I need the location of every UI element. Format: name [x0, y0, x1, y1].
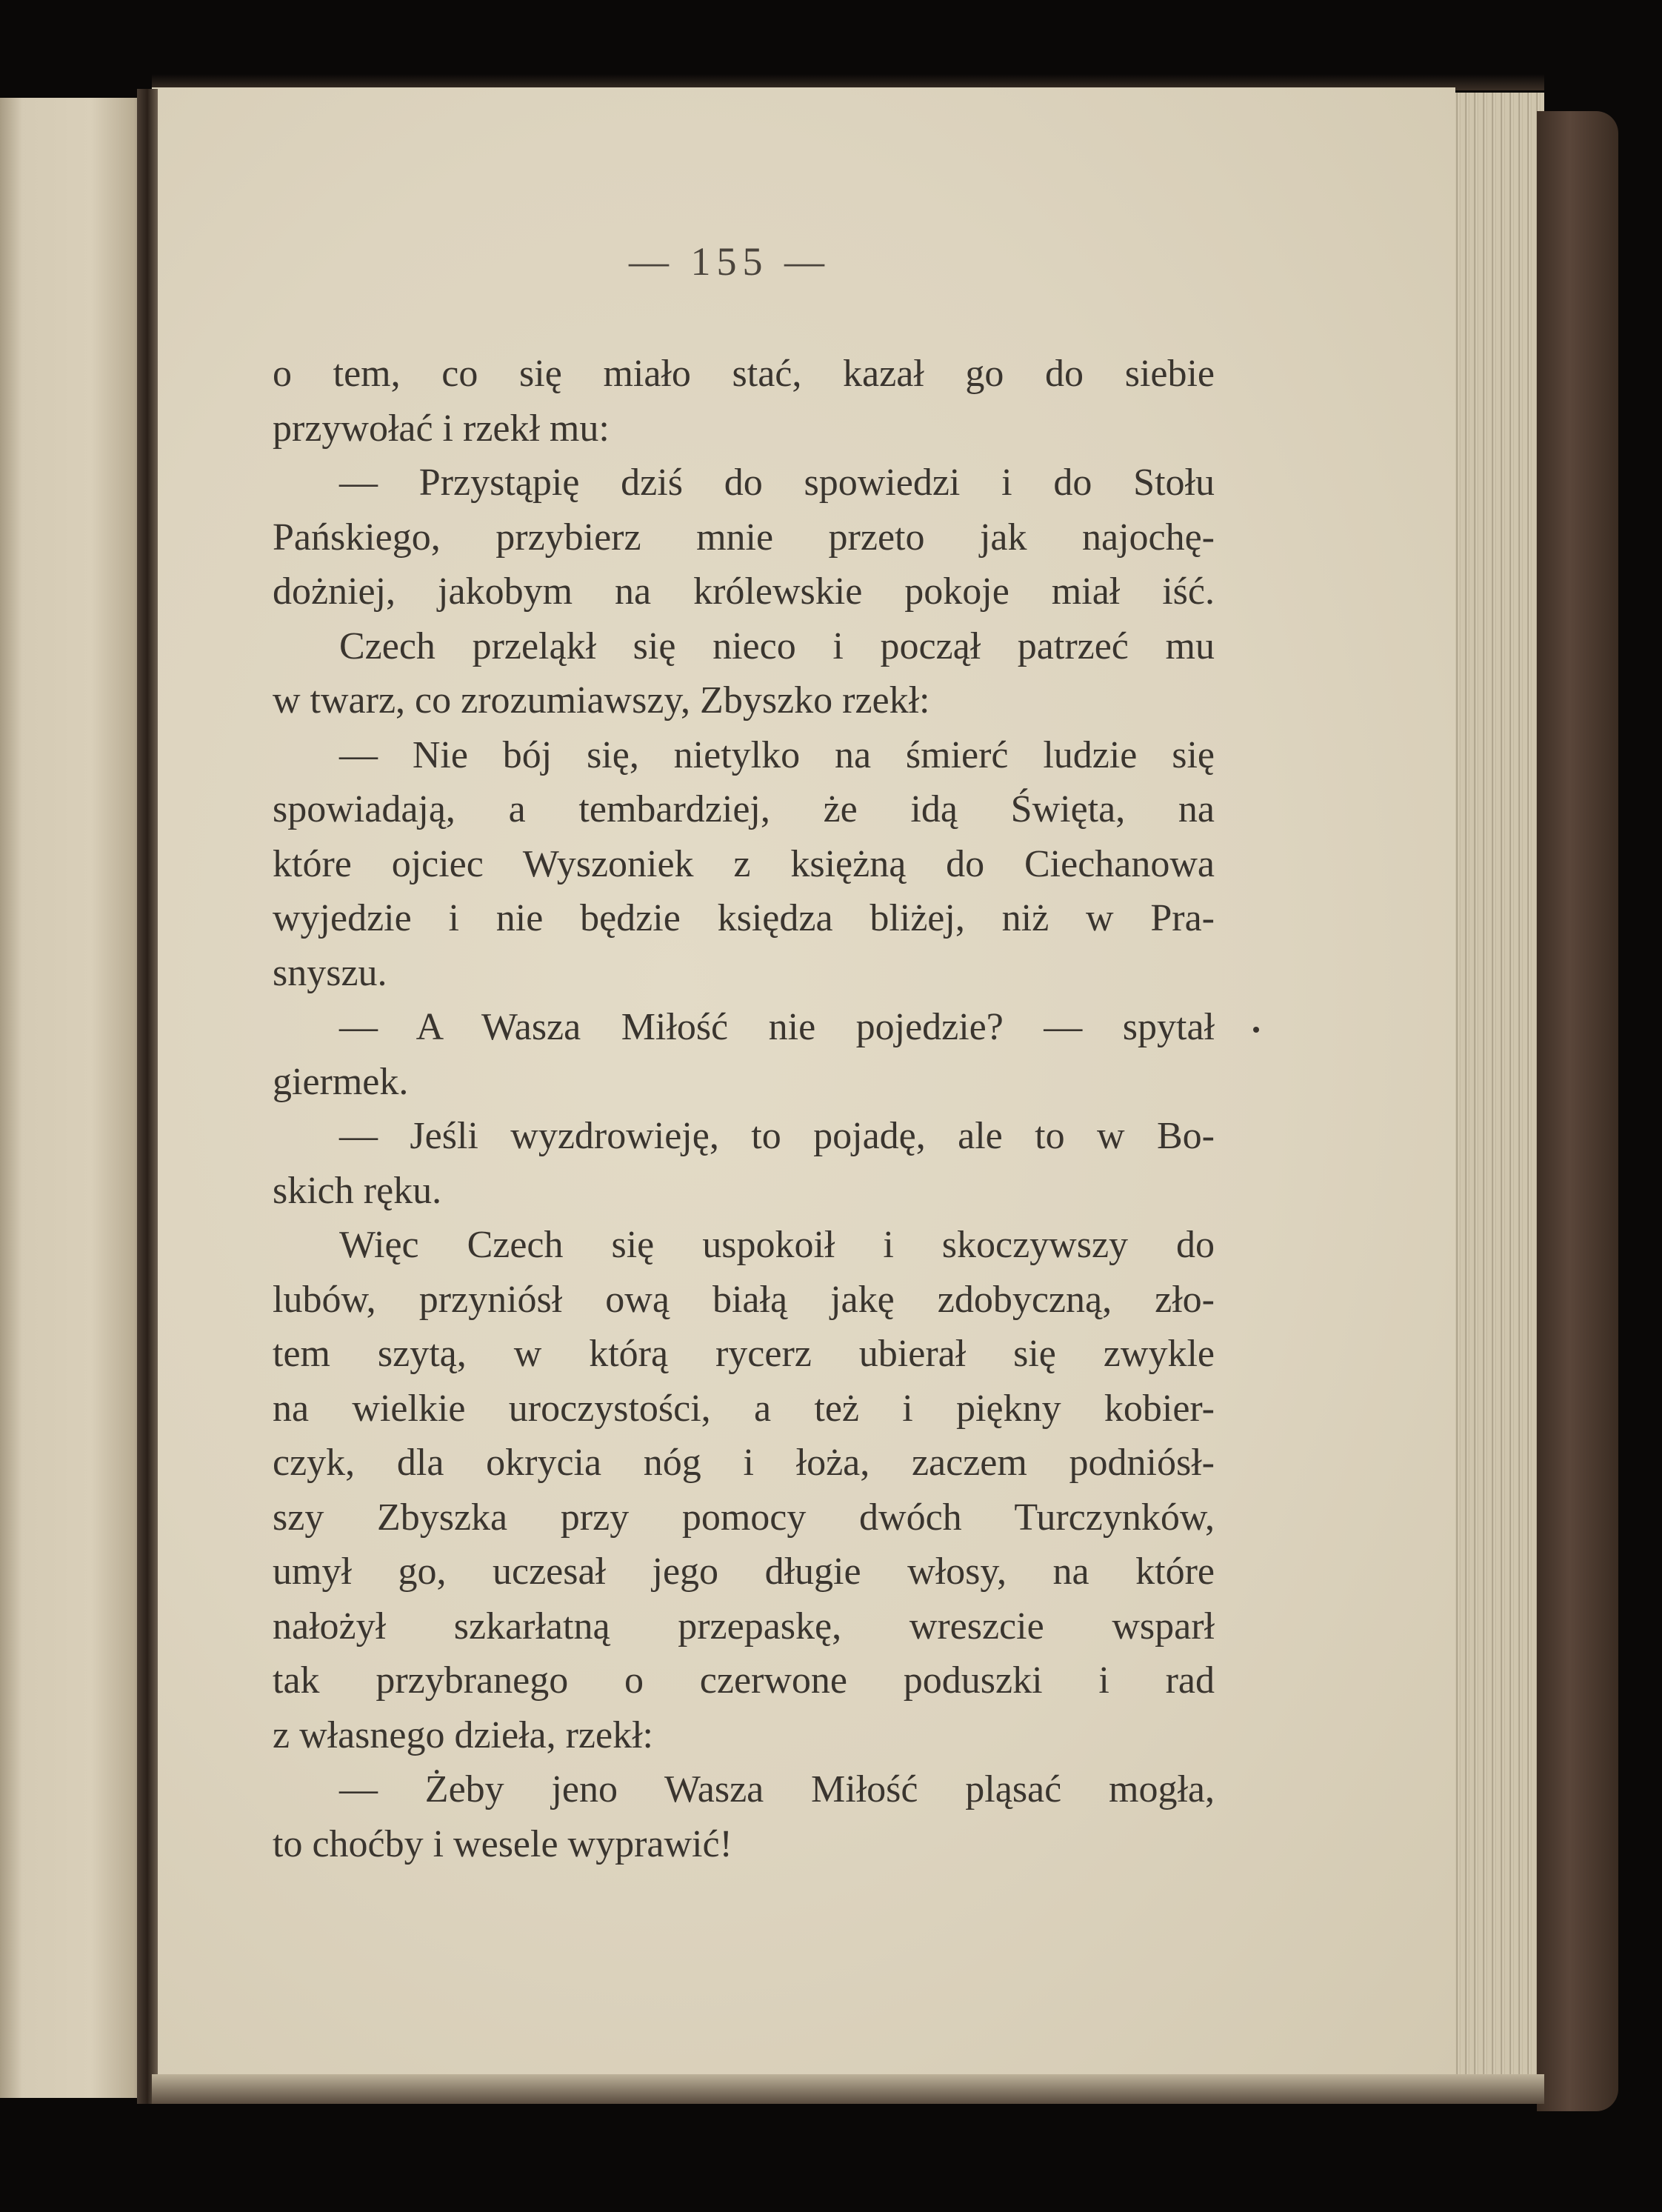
- page-block-edge: [1452, 93, 1544, 2100]
- text-line: o tem, co się miało stać, kazał go do siebie: [273, 353, 1215, 395]
- text-line: lubów, przyniósł ową białą jakę zdobyczną, zło-: [273, 1278, 1215, 1321]
- text-line: które ojciec Wyszoniek z księżną do Ciechanowa: [273, 842, 1215, 885]
- text-line: tak przybranego o czerwone poduszki i rad: [273, 1659, 1215, 1702]
- text-line: Czech przeląkł się nieco i począł patrzeć mu: [339, 624, 1215, 667]
- page-body-text: [273, 347, 1215, 1871]
- text-line: tem szytą, w którą rycerz ubierał się zwykle: [273, 1333, 1215, 1375]
- page-number: — 155 —: [629, 239, 830, 284]
- text-line: z własnego dzieła, rzekł:: [273, 1713, 653, 1756]
- text-line: — Jeśli wyzdrowieję, to pojadę, ale to w Bo-: [339, 1115, 1215, 1157]
- text-line: to choćby i wesele wyprawić!: [273, 1822, 732, 1865]
- text-line: spowiadają, a tembardziej, że idą Święta, na: [273, 788, 1215, 830]
- text-line: giermek.: [273, 1060, 409, 1103]
- text-line: dożniej, jakobym na królewskie pokoje miał iść.: [273, 570, 1215, 613]
- text-line: przywołać i rzekł mu:: [273, 407, 610, 450]
- text-line: szy Zbyszka przy pomocy dwóch Turczynków,: [273, 1496, 1215, 1539]
- left-page: [0, 98, 152, 2098]
- text-line: czyk, dla okrycia nóg i łoża, zaczem podniósł-: [273, 1442, 1215, 1484]
- text-line: Pańskiego, przybierz mnie przeto jak najochę-: [273, 516, 1215, 559]
- text-line: skich ręku.: [273, 1169, 442, 1212]
- book-cover: [1537, 111, 1618, 2111]
- ink-speck: [1253, 1027, 1259, 1033]
- page-bottom-edge: [152, 2074, 1544, 2104]
- text-line: umył go, uczesał jego długie włosy, na które: [273, 1550, 1215, 1593]
- book-gutter: [137, 89, 158, 2104]
- left-page-edge: [0, 98, 22, 2098]
- text-line: — Nie bój się, nietylko na śmierć ludzie się: [339, 733, 1215, 776]
- text-line: snyszu.: [273, 951, 387, 994]
- text-line: — Żeby jeno Wasza Miłość pląsać mogła,: [339, 1768, 1215, 1810]
- text-line: nałożył szkarłatną przepaskę, wreszcie wsparł: [273, 1605, 1215, 1648]
- text-line: wyjedzie i nie będzie księdza bliżej, niż w Pra-: [273, 897, 1215, 939]
- text-line: na wielkie uroczystości, a też i piękny kobier-: [273, 1387, 1215, 1430]
- text-line: — Przystąpię dziś do spowiedzi i do Stołu: [339, 462, 1215, 504]
- text-line: Więc Czech się uspokoił i skoczywszy do: [339, 1224, 1215, 1266]
- text-line: w twarz, co zrozumiawszy, Zbyszko rzekł:: [273, 679, 930, 722]
- text-line: — A Wasza Miłość nie pojedzie? — spytał: [339, 1006, 1215, 1048]
